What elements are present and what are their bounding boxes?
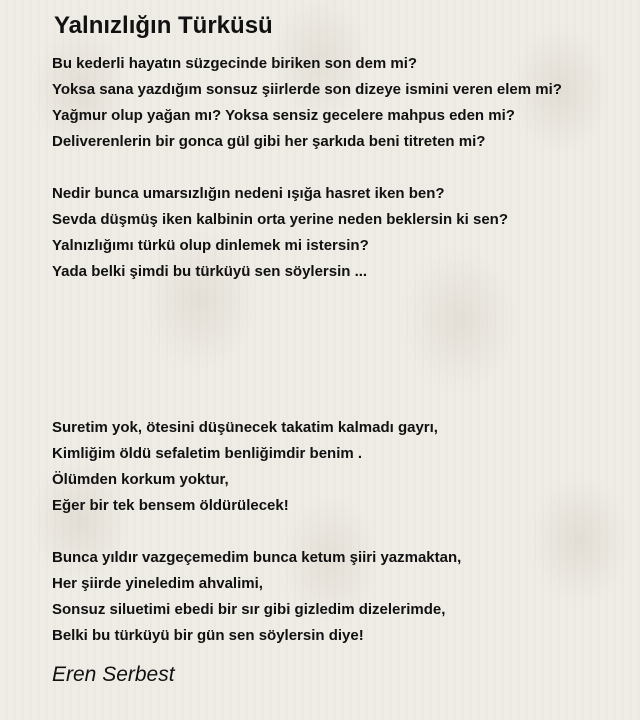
poem-line: Bunca yıldır vazgeçemedim bunca ketum şiiri yazmaktan, xyxy=(52,549,462,566)
poem-line: Nedir bunca umarsızlığın nedeni ışığa hasret iken ben? xyxy=(52,185,445,202)
poem-line: Bu kederli hayatın süzgecinde biriken son dem mi? xyxy=(52,55,418,72)
poem-line: Belki bu türküyü bir gün sen söylersin diye! xyxy=(52,627,364,644)
poem-line: Sonsuz siluetimi ebedi bir sır gibi gizledim dizelerimde, xyxy=(52,601,446,618)
poem-line: Her şiirde yineledim ahvalimi, xyxy=(52,575,263,592)
stanza-3 xyxy=(52,415,632,519)
poem-line: Yoksa sana yazdığım sonsuz şiirlerde son dizeye ismini veren elem mi? xyxy=(52,81,562,98)
poem-line: Yalnızlığımı türkü olup dinlemek mi istersin? xyxy=(52,237,369,254)
poem-line: Yağmur olup yağan mı? Yoksa sensiz gecelere mahpus eden mi? xyxy=(52,107,515,124)
stanza-4 xyxy=(52,545,632,649)
poem-line: Sevda düşmüş iken kalbinin orta yerine neden beklersin ki sen? xyxy=(52,211,508,228)
stanza-spacer xyxy=(52,519,632,545)
poem-line: Kimliğim öldü sefaletim benliğimdir benim . xyxy=(52,445,363,462)
stanza-spacer xyxy=(52,155,632,181)
stanza-2 xyxy=(52,181,632,285)
poem-line: Eğer bir tek bensem öldürülecek! xyxy=(52,497,289,514)
poem-container xyxy=(52,10,632,689)
stanza-1 xyxy=(52,51,632,155)
stanza-spacer xyxy=(52,285,632,415)
author-name: Eren Serbest xyxy=(52,663,175,686)
poem-title: Yalnızlığın Türküsü xyxy=(54,12,273,39)
poem-line: Suretim yok, ötesini düşünecek takatim kalmadı gayrı, xyxy=(52,419,438,436)
poem-line: Yada belki şimdi bu türküyü sen söylersin ... xyxy=(52,263,368,280)
poem-line: Deliverenlerin bir gonca gül gibi her şarkıda beni titreten mi? xyxy=(52,133,486,150)
poem-line: Ölümden korkum yoktur, xyxy=(52,471,229,488)
